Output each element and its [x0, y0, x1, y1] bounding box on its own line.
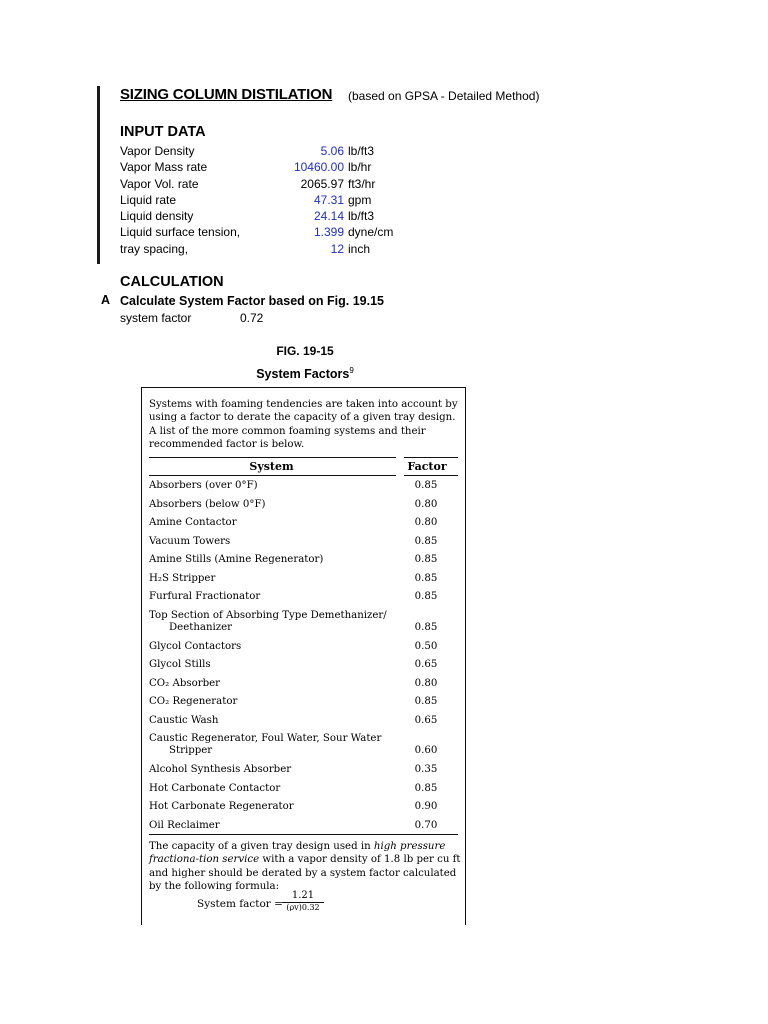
- input-unit: dyne/cm: [348, 225, 394, 240]
- input-unit: lb/hr: [348, 160, 372, 175]
- column-header-system: System: [249, 460, 294, 473]
- system-factor: 0.50: [414, 640, 438, 652]
- system-name: Alcohol Synthesis Absorber: [149, 764, 292, 775]
- input-label: Liquid rate: [120, 192, 177, 207]
- system-factor: 0.85: [414, 696, 438, 707]
- input-label: Vapor Vol. rate: [120, 176, 199, 191]
- input-label: Vapor Mass rate: [120, 160, 208, 175]
- system-name: Absorbers (over 0°F): [149, 480, 258, 491]
- input-data-heading: INPUT DATA: [120, 124, 206, 140]
- formula-fraction: [282, 890, 324, 911]
- system-name: Amine Contactor: [149, 517, 237, 528]
- system-name: Top Section of Absorbing Type Demethanizer/: [149, 609, 387, 621]
- input-value: 2065.97: [300, 176, 344, 191]
- system-factor-value: 0.72: [240, 311, 264, 325]
- input-label: Liquid density: [120, 209, 194, 224]
- figure-title: [0, 366, 610, 381]
- calculation-heading: CALCULATION: [120, 274, 224, 290]
- input-unit: ft3/hr: [348, 176, 376, 191]
- system-name-continued: Stripper: [169, 745, 213, 756]
- system-name: Amine Stills (Amine Regenerator): [149, 554, 324, 565]
- system-factor: 0.80: [414, 498, 438, 510]
- formula-denominator: (ρv)0.32: [286, 903, 320, 911]
- system-factor: 0.65: [414, 659, 438, 670]
- system-factor: 0.80: [414, 677, 438, 689]
- formula-numerator: 1.21: [282, 890, 324, 903]
- input-value: 24.14: [313, 209, 344, 224]
- page-title: SIZING COLUMN DISTILATION: [120, 86, 333, 103]
- system-factor: 0.85: [414, 554, 438, 565]
- system-factor: 0.85: [414, 535, 438, 547]
- figure-table-header: [149, 457, 458, 476]
- system-name: Furfural Fractionator: [149, 591, 261, 602]
- system-factors-figure: [141, 387, 466, 925]
- step-title: Calculate System Factor based on Fig. 19.15: [120, 294, 384, 308]
- system-name: CO₂ Regenerator: [149, 696, 238, 707]
- system-factor: 0.85: [414, 572, 438, 584]
- system-name: Oil Reclaimer: [149, 819, 220, 831]
- input-value: 5.06: [320, 144, 344, 158]
- system-name: CO₂ Absorber: [149, 677, 220, 689]
- figure-outro: [149, 840, 461, 894]
- input-unit: inch: [348, 241, 371, 256]
- input-unit: lb/ft3: [348, 209, 375, 224]
- outro-italic: high pressure fractiona-tion service: [149, 841, 446, 866]
- outro-text-1: The capacity of a given tray design used in: [149, 841, 374, 852]
- outro-text-2: with a vapor density of 1.8 lb per cu ft and higher should be derated by a system factor calculated by the following formula:: [149, 854, 461, 893]
- system-factor: 0.85: [414, 591, 438, 602]
- input-unit: gpm: [348, 192, 372, 207]
- page-subtitle: (based on GPSA - Detailed Method): [348, 89, 540, 103]
- input-value: 47.31: [313, 192, 344, 207]
- system-factor: 0.85: [414, 621, 438, 633]
- margin-bar: [97, 86, 100, 264]
- figure-number: FIG. 19-15: [276, 344, 334, 358]
- system-name-continued: Deethanizer: [169, 621, 233, 633]
- system-name: Hot Carbonate Contactor: [149, 782, 281, 794]
- input-label: tray spacing,: [120, 241, 189, 256]
- figure-title-ref: 9: [349, 366, 354, 375]
- system-factor: 0.60: [414, 745, 438, 756]
- system-factor: 0.85: [414, 480, 438, 491]
- system-factor: 0.85: [414, 782, 438, 794]
- system-name: Caustic Regenerator, Foul Water, Sour Water: [149, 733, 382, 744]
- system-factor: 0.80: [414, 517, 438, 528]
- input-unit: lb/ft3: [348, 144, 375, 158]
- system-name: Glycol Contactors: [149, 640, 242, 652]
- system-factor: 0.65: [414, 714, 438, 726]
- input-label: Vapor Density: [120, 144, 195, 158]
- figure-intro: Systems with foaming tendencies are taken into account by using a factor to derate the capacity of a given tray design. A list of the more common foaming systems and their recommended factor is below.: [149, 399, 458, 451]
- formula-label: System factor =: [197, 898, 283, 910]
- input-value: 1.399: [313, 225, 344, 240]
- system-name: Vacuum Towers: [149, 535, 231, 547]
- system-name: H₂S Stripper: [149, 572, 216, 584]
- system-name: Hot Carbonate Regenerator: [149, 801, 294, 812]
- input-value: 12: [330, 241, 344, 256]
- system-name: Glycol Stills: [149, 659, 211, 670]
- step-marker: A: [101, 293, 111, 307]
- system-factor: 0.70: [414, 819, 438, 831]
- figure-title-text: System Factors: [256, 367, 350, 382]
- system-name: Caustic Wash: [149, 714, 219, 726]
- system-factor: 0.35: [414, 764, 438, 775]
- column-header-factor: Factor: [407, 460, 447, 473]
- system-name: Absorbers (below 0°F): [149, 498, 266, 510]
- system-factor: 0.90: [414, 801, 438, 812]
- input-label: Liquid surface tension,: [120, 225, 241, 240]
- system-factor-label: system factor: [120, 311, 192, 325]
- input-value: 10460.00: [293, 160, 344, 175]
- table-bottom-rule: [149, 834, 458, 835]
